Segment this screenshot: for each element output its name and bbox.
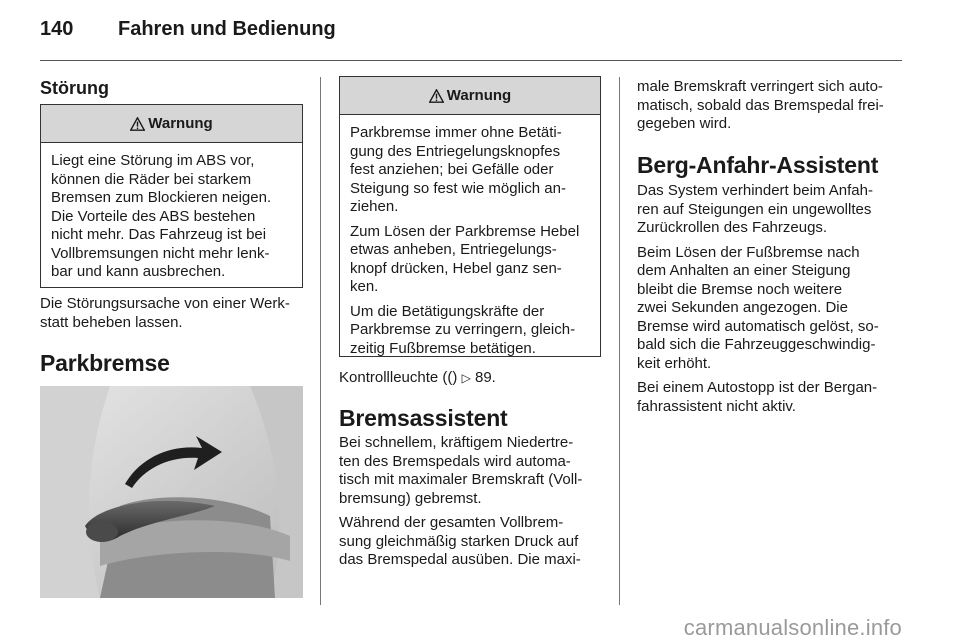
text-line: statt beheben lassen.: [40, 313, 183, 331]
parking-brake-illustration: [40, 386, 303, 598]
text-line: ten des Bremspedals wird automa-: [339, 452, 571, 470]
warning-line: Parkbremse zu verringern, gleich-: [350, 321, 576, 338]
text-line: bald sich die Fahrzeuggeschwindig-: [637, 336, 876, 353]
heading-berg-anfahr-assistent: Berg-Anfahr-Assistent: [637, 152, 879, 178]
heading-parkbremse: Parkbremse: [40, 350, 170, 376]
warning-line: ken.: [350, 278, 379, 295]
text-line: male Bremskraft verringert sich auto-: [637, 78, 883, 95]
warning-line: Vollbremsungen nicht mehr lenk-: [51, 244, 270, 262]
column-divider-2: [619, 77, 620, 605]
paragraph: [339, 514, 611, 570]
warning-text: [340, 115, 600, 358]
warning-line: bar und kann ausbrechen.: [51, 263, 226, 280]
warning-text: [41, 143, 302, 282]
paragraph-continued: [637, 78, 909, 134]
column-3: [637, 78, 909, 134]
text-line: zwei Sekunden angezogen. Die: [637, 299, 848, 316]
warning-line: zeitig Fußbremse betätigen.: [350, 339, 536, 357]
page-number: 140: [40, 18, 74, 40]
text-line: Zurückrollen des Fahrzeugs.: [637, 219, 828, 236]
warning-line: Die Vorteile des ABS bestehen: [51, 207, 256, 225]
warning-header: [41, 105, 302, 143]
text-line: Bremse wird automatisch gelöst, so-: [637, 317, 879, 335]
warning-line: nicht mehr. Das Fahrzeug ist bei: [51, 226, 267, 243]
warning-triangle-icon: [429, 89, 444, 103]
warning-line: Bremsen zum Blockieren neigen.: [51, 189, 272, 206]
text-line: das Bremspedal ausüben. Die maxi-: [339, 551, 581, 568]
warning-line: gung des Entriegelungsknopfes: [350, 142, 561, 160]
text-line: fahrassistent nicht aktiv.: [637, 397, 796, 415]
text-line: Bei schnellem, kräftigem Niedertre-: [339, 434, 574, 451]
warning-triangle-icon: [130, 117, 145, 131]
warning-line: können die Räder bei starkem: [51, 170, 252, 188]
page-title: Fahren und Bedienung: [118, 18, 336, 40]
paragraph-werkstatt: [40, 295, 312, 332]
text-line: sung gleichmäßig starken Druck auf: [339, 532, 579, 550]
heading-bremsassistent: Bremsassistent: [339, 405, 508, 431]
heading-stoerung: Störung: [40, 78, 109, 98]
kontrollleuchte-reference: [339, 369, 609, 388]
text-line: dem Anhalten an einer Steigung: [637, 262, 851, 279]
warning-line: Liegt eine Störung im ABS vor,: [51, 152, 255, 169]
text-line: bremsung) gebremst.: [339, 489, 482, 507]
paragraph: [339, 434, 611, 508]
text-line: Das System verhindert beim Anfah-: [637, 182, 873, 199]
paragraph: [637, 379, 909, 416]
warning-box-abs: [40, 104, 303, 288]
warning-line: Parkbremse immer ohne Betäti-: [350, 124, 562, 141]
brake-warning-symbol: ((): [442, 369, 458, 386]
berg-anfahr-text: [637, 182, 909, 416]
text-line: Bei einem Autostopp ist der Bergan-: [637, 379, 878, 396]
warning-line: etwas anheben, Entriegelungs-: [350, 241, 557, 258]
warning-line: Um die Betätigungskräfte der: [350, 302, 545, 320]
warning-line: fest anziehen; bei Gefälle oder: [350, 161, 554, 178]
page-reference-arrow-icon: ▷: [461, 371, 471, 385]
warning-box-parkbremse: [339, 76, 601, 357]
parking-brake-photo: [40, 386, 303, 598]
warning-line: ziehen.: [350, 198, 399, 215]
column-divider-1: [320, 77, 321, 605]
text-line: tisch mit maximaler Bremskraft (Voll-: [339, 471, 583, 488]
warning-line: Zum Lösen der Parkbremse Hebel: [350, 222, 580, 240]
page-reference-link[interactable]: 89.: [474, 369, 496, 386]
bremsassistent-text: [339, 434, 611, 570]
text-line: matisch, sobald das Bremspedal frei-: [637, 96, 884, 114]
text-line: Die Störungsursache von einer Werk-: [40, 295, 290, 312]
text-line: Beim Lösen der Fußbremse nach: [637, 243, 860, 261]
paragraph: [637, 182, 909, 238]
text-line: keit erhöht.: [637, 354, 712, 372]
text-line: ren auf Steigungen ein ungewolltes: [637, 200, 872, 218]
kontroll-text: Kontrollleuchte: [339, 369, 439, 386]
header-rule: [40, 60, 902, 61]
warning-label: Warnung: [446, 87, 512, 104]
warning-line: Steigung so fest wie möglich an-: [350, 179, 566, 197]
warning-header: [340, 77, 600, 115]
warning-line: knopf drücken, Hebel ganz sen-: [350, 259, 562, 277]
warning-label: Warnung: [148, 115, 213, 132]
text-line: bleibt die Bremse noch weitere: [637, 280, 843, 298]
paragraph: [637, 244, 909, 374]
watermark: carmanualsonline.info: [683, 615, 902, 640]
text-line: Während der gesamten Vollbrem-: [339, 514, 564, 531]
text-line: gegeben wird.: [637, 115, 732, 132]
